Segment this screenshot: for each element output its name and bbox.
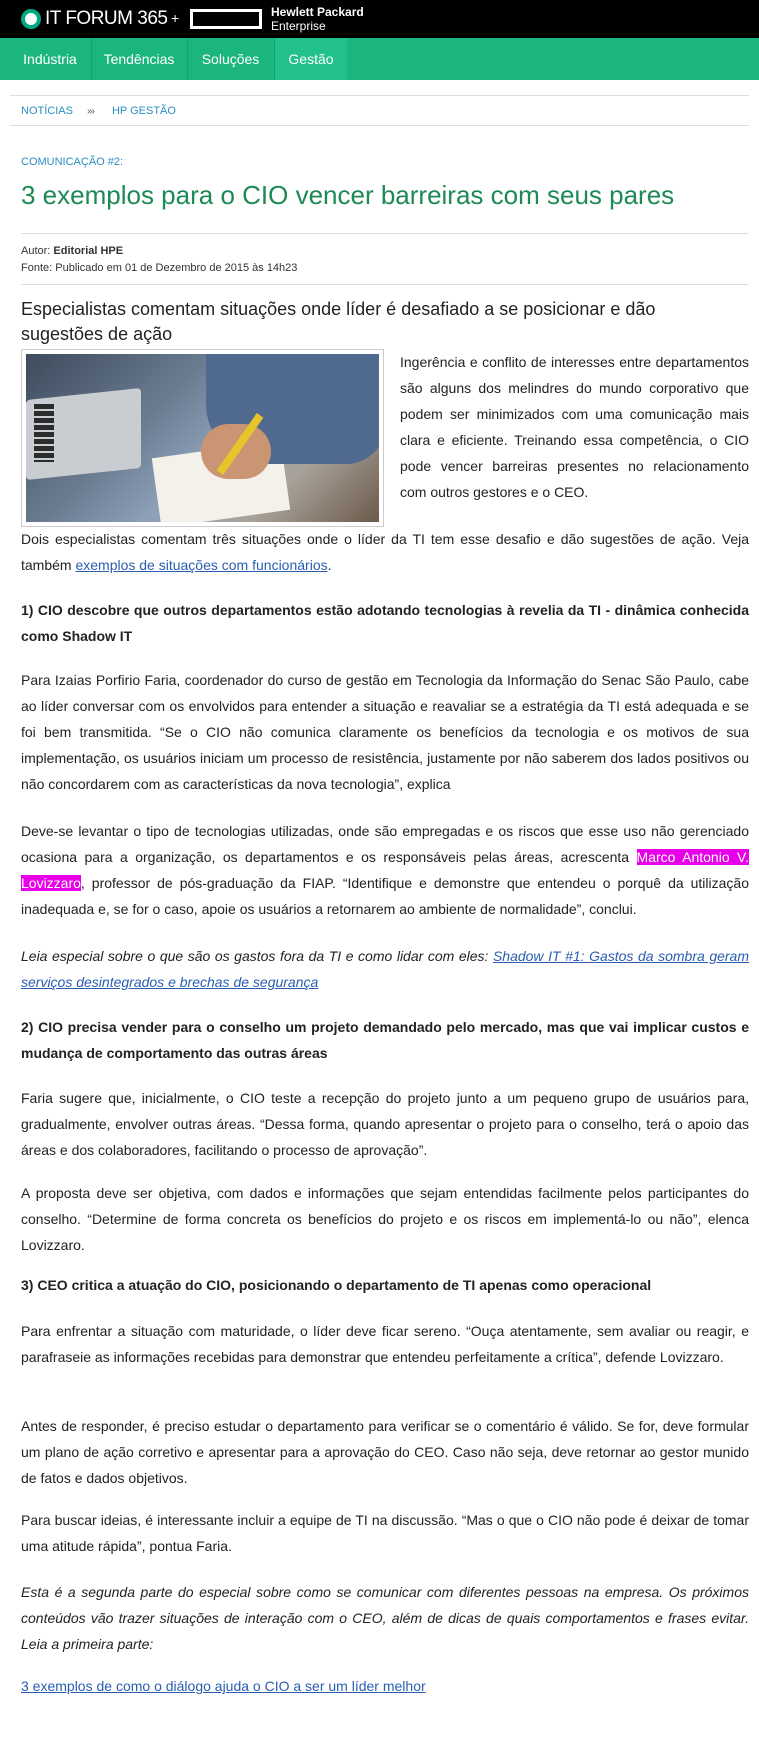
paragraph <box>21 943 749 995</box>
paragraph: Para Izaias Porfirio Faria, coordenador do curso de gestão em Tecnologia da Informação do Senac São Paulo, cabe ao líder conversar com os envolvidos para entender a situação e reavaliar se a estratégia da TI está adequada e se foi bem transmitida. “Se o CIO não comunica claramente os benefícios da tecnologia e os motivos de sua implementação, os usuários iniciam um processo de resistência, justamente por não saberem dos lados positivos ou não concordarem com as características da nova tecnologia”, explica <box>21 672 749 792</box>
itforum-logo-text: IT FORUM 365 <box>45 8 168 29</box>
link-shadow-it-1[interactable]: Shadow IT #1: Gastos da sombra geram serviços desintegrados e brechas de segurança <box>21 948 750 990</box>
breadcrumb <box>21 105 176 117</box>
paragraph: Antes de responder, é preciso estudar o departamento para verificar se o comentário é válido. Se for, deve formular um plano de ação corretivo e apresentar para a aprovação do CEO. Caso não seja, deve retornar ao gestor munido de fatos e dados objetivos. <box>21 1418 749 1486</box>
author-name: Editorial HPE <box>53 245 124 257</box>
paragraph: Para enfrentar a situação com maturidade, o líder deve ficar sereno. “Ouça atentamente, sem avaliar ou reagir, e parafraseie as informações recebidas para demonstrar que entendeu perfeitamente a crítica”, defende Lovizzaro. <box>21 1323 749 1365</box>
section-heading-2: 2) CIO precisa vender para o conselho um projeto demandado pelo mercado, mas que vai implicar custos e mudança de comportamento das outras áreas <box>21 1019 749 1061</box>
itforum-logo-icon <box>21 9 41 29</box>
itforum-logo[interactable] <box>21 6 167 32</box>
hpe-logo-icon <box>190 9 262 29</box>
link-primeira-parte[interactable]: 3 exemplos de como o diálogo ajuda o CIO a ser um líder melhor <box>21 1678 426 1694</box>
nav-item-solucoes[interactable]: Soluções <box>201 51 260 67</box>
section-heading-1: 1) CIO descobre que outros departamentos estão adotando tecnologias à revelia da TI - dinâmica conhecida como Shadow IT <box>21 602 749 644</box>
author-label: Autor: <box>21 245 51 257</box>
photo-writing-hand <box>26 354 379 522</box>
divider <box>10 95 749 96</box>
article-source: Fonte: Publicado em 01 de Dezembro de 2015 às 14h23 <box>21 262 298 274</box>
paragraph <box>21 818 749 922</box>
paragraph-text: Leia especial sobre o que são os gastos fora da TI e como lidar com eles: <box>21 948 493 964</box>
paragraph: Esta é a segunda parte do especial sobre como se comunicar com diferentes pessoas na empresa. Os próximos conteúdos vão trazer situações de interação com o CEO, além de dicas de quais comportamentos e frases evitar. Leia a primeira parte: <box>21 1584 749 1652</box>
divider <box>21 233 748 234</box>
paragraph-end: . <box>327 557 332 573</box>
nav-item-industria[interactable]: Indústria <box>23 51 77 67</box>
divider <box>10 125 749 126</box>
nav-item-gestao[interactable]: Gestão <box>275 38 347 80</box>
paragraph-text: , professor de pós-graduação da FIAP. “Identifique e demonstre que entendeu o porquê da utilização inadequada e, se for o caso, apoie os usuários a retornarem ao ambiente de normalidade”, conclui. <box>21 875 749 917</box>
section-heading-3: 3) CEO critica a atuação do CIO, posicionando o departamento de TI apenas como operacional <box>21 1277 652 1293</box>
paragraph <box>21 526 749 578</box>
article-subtitle: Especialistas comentam situações onde líder é desafiado a se posicionar e dão sugestões de ação <box>21 299 656 344</box>
article-kicker: COMUNICAÇÃO #2: <box>21 156 124 168</box>
paragraph: Para buscar ideias, é interessante incluir a equipe de TI na discussão. “Mas o que o CIO não pode é deixar de tomar uma atitude rápida”, pontua Faria. <box>21 1512 749 1554</box>
photo-keyboard <box>34 404 54 462</box>
paragraph-text: Deve-se levantar o tipo de tecnologias utilizadas, onde são empregadas e os riscos que esse uso não gerenciado ocasiona para a organização, os departamentos e os responsáveis pelas áreas, acrescenta <box>21 823 749 865</box>
page-title: 3 exemplos para o CIO vencer barreiras com seus pares <box>21 180 675 210</box>
paragraph <box>21 1673 749 1699</box>
nav-item-tendencias[interactable]: Tendências <box>103 51 175 67</box>
breadcrumb-separator-icon: ››› <box>86 105 94 117</box>
top-brand-bar <box>0 0 759 38</box>
main-nav <box>0 38 759 80</box>
breadcrumb-item-hp-gestao[interactable]: HP GESTÃO <box>111 105 176 117</box>
paragraph: A proposta deve ser objetiva, com dados e informações que sejam entendidas facilmente pelos participantes do conselho. “Determine de forma concreta os benefícios do projeto e os riscos em implementá-lo ou não”, elenca Lovizzaro. <box>21 1185 749 1253</box>
hpe-logo-line2: Enterprise <box>271 19 326 33</box>
intro-paragraph: Ingerência e conflito de interesses entre departamentos são alguns dos melindres do mundo corporativo que podem ser minimizados com uma comunicação mais clara e eficiente. Treinando essa competência, o CIO pode vencer barreiras presentes no relacionamento com outros gestores e o CEO. <box>400 354 749 500</box>
highlighted-name: Marco Antonio V. Lovizzaro <box>21 849 749 891</box>
hpe-logo-line1: Hewlett Packard <box>271 5 364 19</box>
article-author <box>21 245 123 257</box>
brand-plus: + <box>171 10 180 26</box>
paragraph: Faria sugere que, inicialmente, o CIO teste a recepção do projeto junto a um pequeno grupo de usuários para, gradualmente, envolver outras áreas. “Dessa forma, quando apresentar o projeto para o conselho, terá o apoio das áreas e dos colaboradores, facilitando o processo de aprovação”. <box>21 1090 749 1158</box>
paragraph-text: Dois especialistas comentam três situações onde o líder da TI tem esse desafio e dão sugestões de ação. Veja também <box>21 531 749 573</box>
article-photo <box>21 349 384 527</box>
breadcrumb-item-noticias[interactable]: NOTÍCIAS <box>21 105 73 117</box>
link-exemplos-funcionarios[interactable]: exemplos de situações com funcionários <box>75 557 328 573</box>
divider <box>21 284 748 285</box>
